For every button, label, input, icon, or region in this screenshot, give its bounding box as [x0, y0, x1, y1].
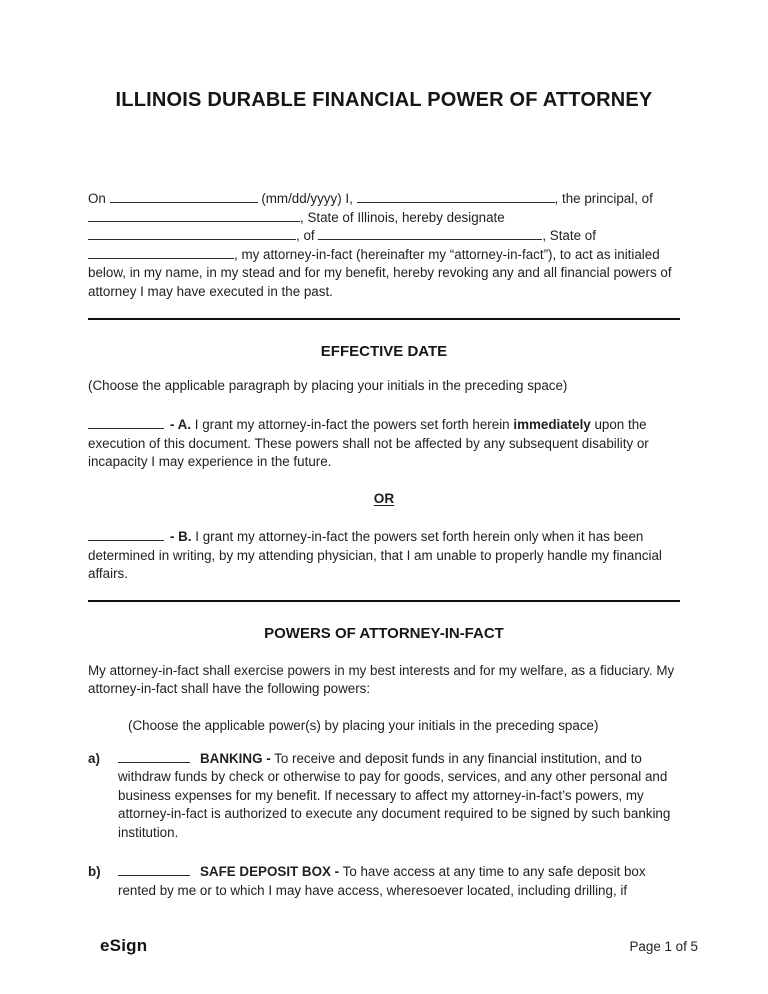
- principal-name-blank: [357, 191, 555, 203]
- power-item-a-body: [118, 750, 680, 843]
- power-b-initials-blank: [118, 864, 190, 876]
- option-a-label: - A.: [170, 417, 192, 433]
- option-a-initials-blank: [88, 417, 164, 429]
- esign-brand-logo: eSign: [100, 936, 148, 955]
- option-a-text-1: I grant my attorney-in-fact the powers set forth herein: [191, 417, 514, 433]
- intro-text-on: On: [88, 191, 110, 206]
- document-title: ILLINOIS DURABLE FINANCIAL POWER OF ATTORNEY: [115, 89, 653, 111]
- power-b-name: SAFE DEPOSIT BOX -: [200, 864, 340, 880]
- effective-date-instruction: (Choose the applicable paragraph by placing your initials in the preceding space): [88, 377, 568, 393]
- power-item-a-label: a): [88, 750, 100, 766]
- option-b-paragraph: [88, 528, 680, 584]
- option-b-text: I grant my attorney-in-fact the powers set forth herein only when it has been determined in writing, by my attending physician, that I am unable to properly handle my financial affairs.: [88, 528, 662, 582]
- intro-text-designate: , State of Illinois, hereby designate: [300, 209, 505, 225]
- intro-paragraph: [88, 190, 680, 302]
- powers-intro-paragraph: My attorney-in-fact shall exercise powers in my best interests and for my welfare, as a fiduciary. My attorney-in-fact shall have the following powers:: [88, 662, 675, 697]
- power-item-b-label: b): [88, 864, 101, 880]
- power-item-banking: [88, 750, 680, 843]
- agent-address-blank: [318, 228, 542, 240]
- effective-date-heading: EFFECTIVE DATE: [320, 342, 448, 360]
- intro-text-date-format: (mm/dd/yyyy) I,: [257, 191, 357, 206]
- option-a-bold-word: immediately: [513, 417, 591, 433]
- option-a-text-2: upon the execution of this document. These powers shall not be affected by any subsequent disability or incapacity I may experience in the future.: [88, 417, 649, 470]
- section-divider-middle: [88, 600, 680, 602]
- principal-address-blank: [88, 210, 300, 222]
- date-blank: [110, 191, 258, 203]
- power-b-text: To have access at any time to any safe deposit box rented by me or to which I may have access, wheresoever located, including drilling, if: [118, 864, 646, 899]
- intro-text-of: , of: [296, 228, 319, 244]
- powers-instruction: (Choose the applicable power(s) by placing your initials in the preceding space): [128, 717, 599, 733]
- intro-text-state-of: , State of: [542, 228, 596, 244]
- option-b-label: - B.: [170, 528, 192, 544]
- power-item-safe-deposit-box: [88, 863, 680, 900]
- powers-heading: POWERS OF ATTORNEY-IN-FACT: [264, 624, 504, 642]
- option-b-initials-blank: [88, 529, 164, 541]
- intro-text-revocation: , my attorney-in-fact (hereinafter my “attorney-in-fact”), to act as initialed below, in my name, in my stead and for my benefit, hereby revoking any and all financial powers of attorney I may have executed in the past.: [88, 246, 672, 299]
- agent-state-blank: [88, 247, 234, 259]
- intro-text-principal: , the principal, of: [554, 191, 653, 206]
- page-number-indicator: Page 1 of 5: [629, 939, 698, 954]
- power-a-text: To receive and deposit funds in any financial institution, and to withdraw funds by check or otherwise to pay for goods, services, and any other personal and business expenses for my benefit. If necessary to affect my attorney-in-fact’s powers, my attorney-in-fact is authorized to execute any document required to be signed by such banking institution.: [118, 750, 671, 840]
- section-divider-top: [88, 318, 680, 320]
- or-text: OR: [373, 490, 395, 506]
- power-a-name: BANKING -: [200, 750, 271, 766]
- page-footer: [100, 936, 698, 956]
- or-separator: [88, 489, 680, 508]
- power-item-b-body: [118, 863, 680, 900]
- option-a-paragraph: [88, 416, 680, 472]
- agent-name-blank: [88, 228, 296, 240]
- power-a-initials-blank: [118, 751, 190, 763]
